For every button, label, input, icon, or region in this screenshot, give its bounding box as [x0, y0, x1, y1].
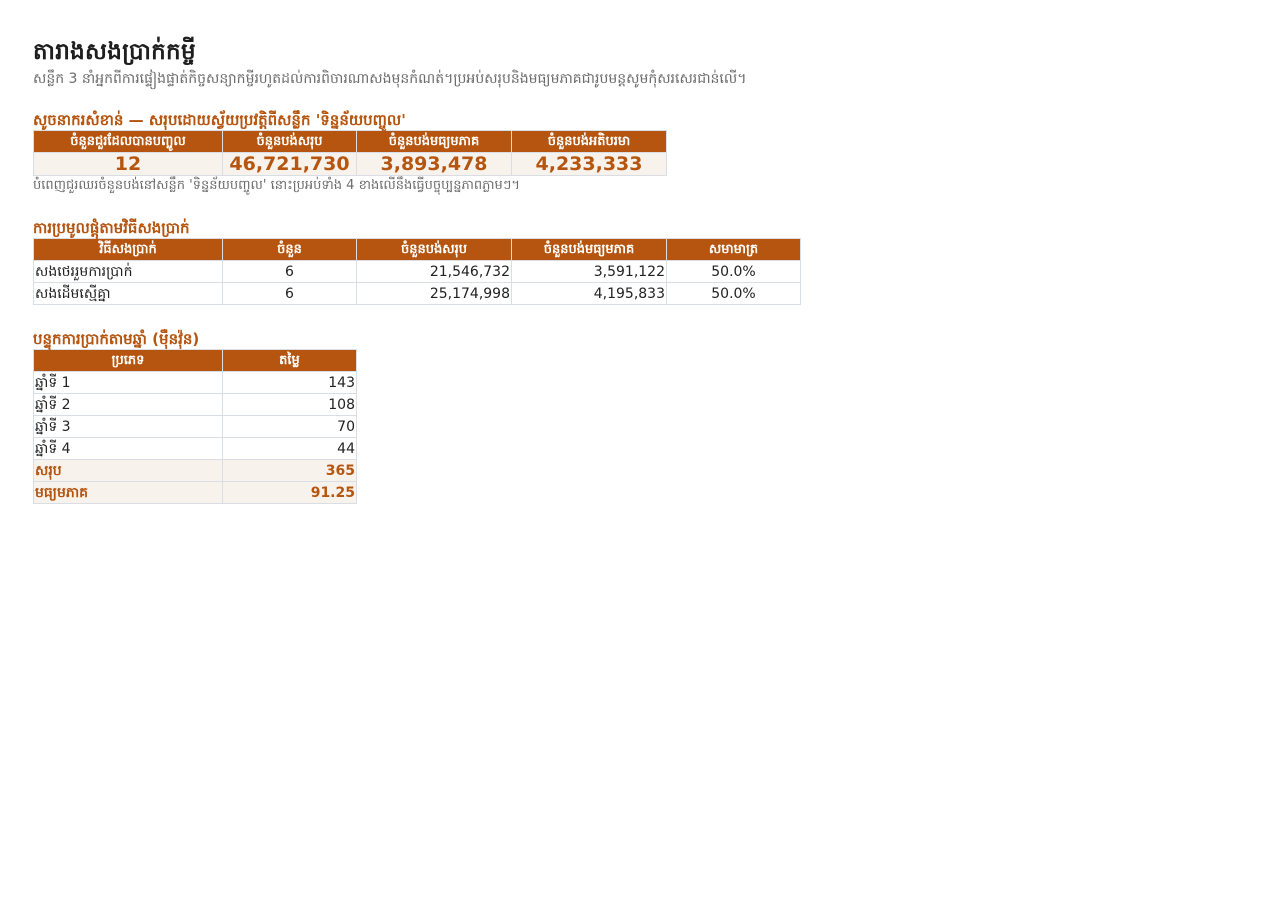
- kpi-header-cell[interactable]: ចំនួនជួរដែលបានបញ្ចូល: [34, 131, 223, 153]
- kpi-header-row: [34, 131, 667, 153]
- kpi-header-cell[interactable]: ចំនួនបង់មធ្យមភាគ: [357, 131, 512, 153]
- kpi-value-row: [34, 153, 667, 176]
- method-ratio-cell[interactable]: 50.0%: [667, 283, 801, 305]
- yearly-header-row: [34, 350, 357, 372]
- yearly-table: [33, 349, 357, 504]
- page-subtitle: សន្លឹក 3 នាំអ្នកពីការផ្ទៀងផ្ទាត់កិច្ចសន្យាកម្ចីរហូតដល់ការពិចារណាសងមុនកំណត់។ប្រអប់សរុបនិងមធ្យមភាគជារូបមន្តសូមកុំសរសេរជាន់លើ។: [33, 71, 747, 87]
- method-header-cell[interactable]: វិធីសងប្រាក់: [34, 239, 223, 261]
- kpi-section: [33, 110, 1272, 194]
- yearly-value-cell[interactable]: 70: [223, 416, 357, 438]
- kpi-note: បំពេញជួរឈរចំនួនបង់នៅសន្លឹក 'ទិន្នន័យបញ្ចូល' នោះប្រអប់ទាំង 4 ខាងលើនឹងធ្វើបច្ចុប្បន្នភាពភ្លាមៗ។: [33, 178, 520, 193]
- yearly-average-label[interactable]: មធ្យមភាគ: [34, 482, 223, 504]
- kpi-max-payment[interactable]: 4,233,333: [512, 153, 667, 176]
- yearly-total-value[interactable]: 365: [223, 460, 357, 482]
- yearly-average-row: [34, 482, 357, 504]
- yearly-total-row: [34, 460, 357, 482]
- yearly-label-cell[interactable]: ឆ្នាំទី 3: [34, 416, 223, 438]
- method-header-row: [34, 239, 801, 261]
- method-average-cell[interactable]: 3,591,122: [512, 261, 667, 283]
- method-total-cell[interactable]: 25,174,998: [357, 283, 512, 305]
- yearly-section: [33, 329, 1272, 504]
- method-section: [33, 218, 1272, 305]
- method-heading: ការប្រមូលផ្តុំតាមវិធីសងប្រាក់: [33, 219, 190, 237]
- yearly-label-cell[interactable]: ឆ្នាំទី 1: [34, 372, 223, 394]
- yearly-header-cell[interactable]: ប្រភេទ: [34, 350, 223, 372]
- kpi-rows-entered[interactable]: 12: [34, 153, 223, 176]
- yearly-label-cell[interactable]: ឆ្នាំទី 4: [34, 438, 223, 460]
- yearly-average-value[interactable]: 91.25: [223, 482, 357, 504]
- method-header-cell[interactable]: ចំនួនបង់មធ្យមភាគ: [512, 239, 667, 261]
- kpi-total-payment[interactable]: 46,721,730: [223, 153, 357, 176]
- table-row: [34, 438, 357, 460]
- kpi-average-payment[interactable]: 3,893,478: [357, 153, 512, 176]
- yearly-total-label[interactable]: សរុប: [34, 460, 223, 482]
- method-header-cell[interactable]: ចំនួនបង់សរុប: [357, 239, 512, 261]
- yearly-heading: បន្ទុកការប្រាក់តាមឆ្នាំ (ម៉ឺនវ៉ុន): [33, 330, 200, 348]
- method-count-cell[interactable]: 6: [223, 261, 357, 283]
- yearly-value-cell[interactable]: 108: [223, 394, 357, 416]
- method-ratio-cell[interactable]: 50.0%: [667, 261, 801, 283]
- method-average-cell[interactable]: 4,195,833: [512, 283, 667, 305]
- yearly-label-cell[interactable]: ឆ្នាំទី 2: [34, 394, 223, 416]
- table-row: [34, 283, 801, 305]
- method-total-cell[interactable]: 21,546,732: [357, 261, 512, 283]
- method-header-cell[interactable]: សមាមាត្រ: [667, 239, 801, 261]
- table-row: [34, 416, 357, 438]
- page-title: តារាងសងប្រាក់កម្ចី: [33, 39, 196, 65]
- yearly-header-cell[interactable]: តម្លៃ: [223, 350, 357, 372]
- method-name-cell[interactable]: សងថេររួមការប្រាក់: [34, 261, 223, 283]
- kpi-header-cell[interactable]: ចំនួនបង់សរុប: [223, 131, 357, 153]
- table-row: [34, 261, 801, 283]
- kpi-table: [33, 130, 667, 176]
- table-row: [34, 394, 357, 416]
- method-name-cell[interactable]: សងដើមស្មើគ្នា: [34, 283, 223, 305]
- kpi-header-cell[interactable]: ចំនួនបង់អតិបរមា: [512, 131, 667, 153]
- yearly-value-cell[interactable]: 44: [223, 438, 357, 460]
- table-row: [34, 372, 357, 394]
- method-count-cell[interactable]: 6: [223, 283, 357, 305]
- kpi-heading: សូចនាករសំខាន់ — សរុបដោយស្វ័យប្រវត្តិពីសន្លឹក 'ទិន្នន័យបញ្ចូល': [33, 111, 406, 129]
- method-table: [33, 238, 801, 305]
- method-header-cell[interactable]: ចំនួន: [223, 239, 357, 261]
- yearly-value-cell[interactable]: 143: [223, 372, 357, 394]
